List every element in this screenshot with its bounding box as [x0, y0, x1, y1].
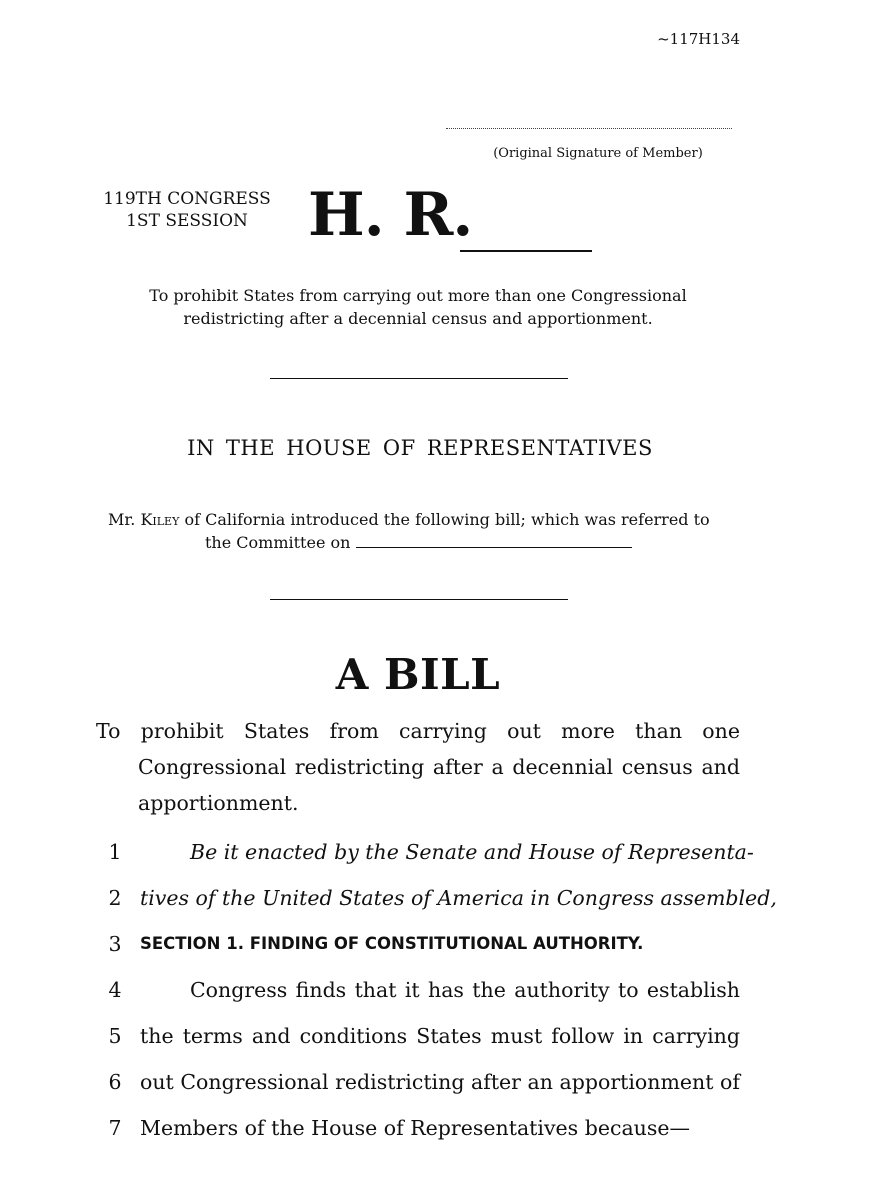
member-name: Kiley: [140, 510, 180, 529]
committee-blank: [356, 535, 632, 548]
body-line: [104, 970, 744, 1016]
body-line: [104, 832, 754, 878]
signature-line: [446, 120, 732, 129]
document-type-heading: A BILL: [335, 650, 501, 699]
member-title: Mr.: [108, 510, 136, 529]
section-heading: SECTION 1. FINDING OF CONSTITUTIONAL AUTHORITY.: [140, 934, 644, 953]
body-line: [104, 924, 744, 970]
line-number: 6: [108, 1070, 122, 1094]
introduction-text: of California introduced the following bill; which was referred to: [184, 510, 710, 529]
divider-bottom: [270, 599, 568, 600]
body-text-line: Members of the House of Representatives because—: [140, 1116, 691, 1140]
line-number: 7: [108, 1116, 122, 1140]
congress-session-block: [96, 188, 278, 232]
short-title-line-2: redistricting after a decennial census and apportionment.: [183, 309, 653, 328]
introduction-line-2: [205, 531, 725, 554]
line-number: 4: [108, 978, 122, 1002]
body-line: [104, 878, 777, 924]
congress-label: 119TH CONGRESS: [103, 189, 271, 209]
line-number: 2: [108, 886, 122, 910]
session-label: 1ST SESSION: [126, 211, 248, 231]
introduction-line-1: [108, 508, 734, 531]
body-text-line: the terms and conditions States must follow in carrying: [140, 1024, 740, 1048]
chamber-heading: IN THE HOUSE OF REPRESENTATIVES: [187, 436, 653, 460]
signature-label: (Original Signature of Member): [493, 146, 703, 161]
divider-top: [270, 378, 568, 379]
body-text-line: out Congressional redistricting after an apportionment of: [140, 1070, 740, 1094]
committee-label: the Committee on: [205, 533, 351, 552]
bill-body: [104, 832, 777, 1154]
bill-number-blank: [460, 250, 592, 252]
body-line: [104, 1016, 744, 1062]
long-title: [96, 713, 740, 821]
line-number: 5: [108, 1024, 122, 1048]
body-text-line: Congress finds that it has the authority to establish: [190, 978, 740, 1002]
short-title: [140, 284, 696, 330]
enacting-clause-line: Be it enacted by the Senate and House of Representa-: [190, 840, 754, 864]
enacting-clause-line: tives of the United States of America in Congress assembled,: [140, 886, 777, 910]
body-line: [104, 1108, 744, 1154]
body-line: [104, 1062, 744, 1108]
bill-designation: H. R.: [308, 180, 473, 250]
line-number: 1: [108, 840, 122, 864]
short-title-line-1: To prohibit States from carrying out more than one Congressional: [149, 286, 687, 305]
document-id: ~117H134: [657, 30, 740, 48]
line-number: 3: [108, 932, 122, 956]
long-title-text: To prohibit States from carrying out more than one Congressional redistricting after a decennial census and apportionment.: [96, 719, 740, 815]
